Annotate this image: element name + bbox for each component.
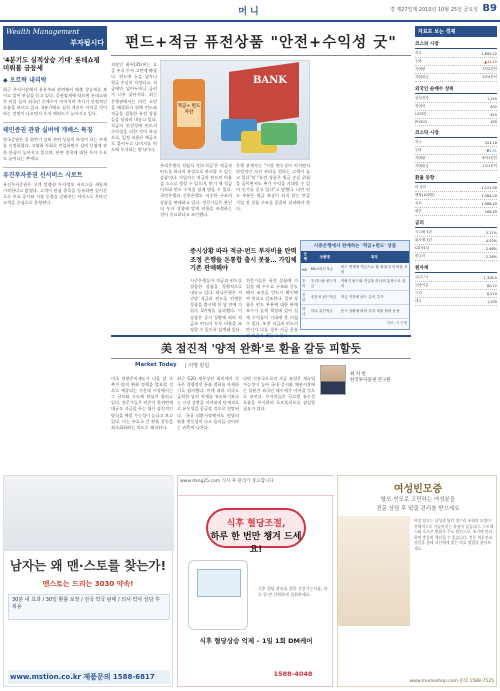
banner-en: Wealth Management bbox=[6, 28, 80, 36]
bank-building-shape bbox=[229, 62, 299, 127]
us-col-1: 미국 연방준비제도가 다음 달 초 추가 양적 완화 정책을 발표할 것으로 예상되는 가운데 시장에서는 그 규모와 속도에 관심이 쏠리고 있다. 전문가들은 연준이 한꺼번에 대규모 자금을 푸는 대신 점진적인 방식을 택할 가능성이 높다고 보고 있다. 이는 주요국 간 환율 갈등을 최소화하려는 의도로 해석된다. bbox=[111, 376, 173, 430]
us-col-3: 다만 신흥국으로의 자금 유입은 계속될 가능성이 높아 국내 증시와 채권시장에는 당분간 외국인 매수세가 이어질 것으로 보인다. 투자자들은 글로벌 유동성 흐름을 주시하며 포트폴리오를 점검할 필요가 있다. bbox=[243, 376, 315, 412]
metric-label: LG화학 bbox=[415, 111, 462, 119]
market-table bbox=[415, 274, 497, 306]
table-cell: 신한 S 펀드적금 bbox=[310, 291, 340, 305]
ad-info-box: 30분 내 효과 / 30일 환불 보장 / 전국 약국 판매 / 의사·약사 상담 후 복용 bbox=[8, 594, 170, 620]
table-cell: 우리드림 펀드적금 bbox=[310, 277, 340, 291]
table-cell: 우리 bbox=[301, 277, 310, 291]
metric-label: 등락 bbox=[415, 147, 454, 155]
metric-label: 미 달러 bbox=[415, 184, 461, 192]
table-source: 자료: 각 은행 bbox=[386, 321, 407, 325]
table-cell: 증시 상황에 따라 투자 비율 탄력 운용 bbox=[340, 305, 409, 319]
ad-title: 여성빈모증 bbox=[393, 484, 443, 495]
ad-promo-text: 식후 혈당 관리를 위한 건강기능식품, 하루 한 번 간편하게 섭취하세요. bbox=[258, 586, 328, 597]
ad-body-text: 여성 탈모는 남성과 달리 정수리 부위의 모발이 전체적으로 가늘어지는 특징이 있습니다. 스트레스와 호르몬 변화가 주요 원인으로, 조기에 관리하면 충분히 개선될 수 있습니다. 전문 의료진과 상담을 통해 자신에게 맞는 치료 방법을 찾아보세요. bbox=[414, 518, 494, 551]
ad-phone[interactable]: 1588-4048 bbox=[273, 670, 313, 678]
market-table bbox=[415, 95, 497, 126]
metric-value: 4.02% bbox=[464, 237, 497, 245]
metric-value: 1,205 bbox=[456, 298, 497, 306]
metric-value: 1,890.22 bbox=[453, 50, 497, 58]
table-header: 상품명 bbox=[310, 251, 340, 263]
columnist-title: 한국투자증권 연구원 bbox=[350, 378, 391, 384]
metric-label: 국고채 3년 bbox=[415, 229, 464, 237]
left-text-1: 최근 주식시장에서 유통주와 관련해서 매출 상승세를 보이고 있어 관심을 끌고 있다. 증권업계에 따르면 롯데쇼핑은 이달 들어 외국인 순매수가 이어지며 주가가 안정적인 흐름을 보이고 있다. 4분기에도 실적 개선이 이어질 것이라는 전망이 나오면서 투자 매력도가 높아지고 있다. bbox=[3, 86, 107, 117]
market-block bbox=[415, 130, 497, 171]
ad-subtitle-2: 전문 상담 후 맞춤 관리를 받으세요 bbox=[376, 506, 460, 512]
left-text-3: 유진투자증권은 고객 맞춤형 투자정보 서비스를 새롭게 시작한다고 밝혔다. 고객이 관심 종목을 등록하면 실시간으로 주요 공시와 시장 동향을 알려주는 서비스로 온라인 고객을 중심으로 운영된다. bbox=[3, 181, 107, 205]
metric-value: 3억2천만 bbox=[453, 66, 497, 74]
table-header: 은행 bbox=[301, 251, 310, 263]
metric-label: 유로 bbox=[415, 200, 461, 208]
main-headline: 펀드+적금 퓨전상품 "안전+수익성 굿" bbox=[125, 34, 397, 51]
ad-subtitle-1: 탈모·빈모로 고민하는 여성분들 bbox=[380, 497, 456, 503]
table-row bbox=[301, 277, 409, 291]
table-header: 특징 bbox=[340, 251, 409, 263]
ad-blood-sugar[interactable] bbox=[177, 475, 333, 687]
table-title: 시중은행에서 판매하는 '적금+펀드' 상품 bbox=[301, 241, 409, 251]
market-data-header: 자료로 보는 경제 bbox=[415, 26, 497, 37]
metric-label: 회사채 3년 bbox=[415, 237, 464, 245]
metric-label: 구리 bbox=[415, 290, 456, 298]
metric-value: 1,245 bbox=[462, 95, 497, 103]
ad-hair-clinic[interactable] bbox=[337, 475, 497, 687]
bank-sign: BANK bbox=[252, 75, 287, 86]
issue-meta: 경 제27일제 2010년 10월 25일 금요일 bbox=[389, 7, 478, 13]
metric-value: 168.55 bbox=[461, 208, 497, 216]
metric-value: 1,121.50 bbox=[461, 184, 497, 192]
divider bbox=[3, 167, 107, 168]
metric-value: 2.66% bbox=[464, 245, 497, 253]
ad-subtagline: 맨스토는 드리는 3030 약속! bbox=[42, 580, 134, 588]
table-row bbox=[301, 305, 409, 319]
metric-label: 엔화(100엔) bbox=[415, 192, 461, 200]
metric-value: 2.26% bbox=[464, 253, 497, 261]
table-cell: KB bbox=[301, 263, 310, 277]
article-col-2: 우리은행의 적립식 '펀드적금'은 적금과 펀드를 하나의 통장으로 관리할 수 있는 상품이다. 가입자는 적금과 펀드의 비율을 스스로 정할 수 있으며, 만기 때 적금 이자와 펀드 수익을 함께 받을 수 있다. 국민은행과 신한은행도 비슷한 구조의 상품을 판매하고 있다. 전문가들은 본인의 투자 성향에 맞게 비율을 조정하는 것이 중요하다고 조언했다. bbox=[160, 163, 232, 217]
table-cell: KB스마트적금 bbox=[310, 263, 340, 277]
article-col-5: 전문가들은 퓨전 상품에 가입할 때 수수료 구조와 중도 해지 조건을 반드시 확인해야 한다고 강조한다. 일부 상품은 펀드 부분에 대한 판매 보수가 높게 책정돼 있어 실제 수익률이 기대에 못 미칠 수 있다. 또한 적금과 펀드의 만기가 다를 경우 자금 운용에 차질이 생길 수 있다. bbox=[246, 278, 298, 338]
market-table bbox=[415, 50, 497, 82]
article-col-1: 직장인 최씨(35)씨는 요즘 주식 투자 고민에 빠졌다. 펀드에 돈을 넣자니 원금 손실이 걱정되고, 적금에만 넣어두자니 금리가 너무 낮아서다. 최근 은행권에서는 이런 고민을 해결하기 위해 펀드와 적금을 결합한 퓨전 상품들을 잇따라 내놓고 있다. 적금의 안정성에 펀드의 수익성을 더한 것이 특징으로, 일정 비율은 예금으로 묶어두고 나머지를 펀드에 투자하는 방식이다. bbox=[111, 62, 157, 153]
column-label: | 서명 칼럼 bbox=[185, 363, 210, 369]
market-block-title: 원자재 bbox=[415, 265, 497, 273]
market-today-tag: Market Today bbox=[135, 362, 177, 368]
ad-top-text: www.dang25.com 식사 후 관리가 중요합니다 bbox=[178, 476, 334, 496]
banner-ko: 부자됩시다 bbox=[70, 39, 104, 47]
metric-value: 524.18 bbox=[454, 139, 497, 147]
metric-value: 3.21% bbox=[464, 229, 497, 237]
ad-tagline: 남자는 왜 맨·스토를 찾는가! bbox=[9, 558, 167, 573]
table-cell: 하나 퓨전적금 bbox=[310, 305, 340, 319]
metric-label: 등락 bbox=[415, 58, 453, 66]
metric-value: 5조4천억 bbox=[453, 74, 497, 82]
table-cell: 펀드 연계형 적금으로 월 최대 투자 비율 조정 bbox=[340, 263, 409, 277]
ad-footer-contact[interactable]: www.mumoshop.com 문의 1588-7525 bbox=[409, 679, 494, 684]
columnist-caption bbox=[350, 372, 391, 385]
glucose-device-icon bbox=[188, 560, 248, 630]
table-cell: 신한 bbox=[301, 291, 310, 305]
device-screen bbox=[197, 569, 241, 597]
metric-value: 455 bbox=[462, 119, 497, 126]
market-block bbox=[415, 265, 497, 306]
left-text-2: 한국증권은 올 하반기 실버 관련 상품의 특징이 되는 주제를 선정하였다. 고령화 사회로 진입하면서 실버 산업에 관한 관심이 높아지고 있으며, 관련 종목에 대한 투자 수요도 늘어나는 추세다. bbox=[3, 137, 107, 161]
market-block-title: 금리 bbox=[415, 220, 497, 228]
section-title: 머니 bbox=[238, 7, 262, 17]
market-block bbox=[415, 41, 497, 82]
metric-label: POSCO bbox=[415, 119, 462, 126]
metric-value: ▼2.31 bbox=[454, 147, 497, 155]
table-row bbox=[301, 263, 409, 277]
section-divider bbox=[111, 335, 411, 337]
metric-label: 거래량 bbox=[415, 155, 454, 163]
metric-label: 삼성전자 bbox=[415, 95, 462, 103]
metric-label: 거래대금 bbox=[415, 163, 454, 171]
jar-label: 적금+ 펀드 자산 bbox=[177, 101, 201, 127]
metric-label: 거래량 bbox=[415, 66, 453, 74]
wealth-management-banner bbox=[3, 26, 107, 50]
left-subhead-2: 태민증권 관광 실버에 개배스 특징 bbox=[3, 127, 93, 135]
table-cell: 하나 bbox=[301, 305, 310, 319]
metric-label: 대두 bbox=[415, 298, 456, 306]
divider bbox=[3, 122, 107, 123]
market-table bbox=[415, 184, 497, 216]
metric-value: 2조1천억 bbox=[454, 163, 497, 171]
metric-label: 거래대금 bbox=[415, 74, 453, 82]
page-number: B9 bbox=[482, 3, 497, 14]
ad-photo-couple bbox=[4, 476, 174, 551]
left-column bbox=[3, 26, 107, 426]
article-illustration bbox=[160, 60, 310, 160]
columnist-photo bbox=[320, 365, 346, 395]
metric-value: 610 bbox=[462, 111, 497, 119]
ad-headline: 식후 혈당상승 억제 – 1일 1회 DM케어 bbox=[199, 637, 313, 645]
products-table-box bbox=[300, 240, 410, 330]
divider bbox=[111, 358, 411, 359]
metric-label: 콜금리 bbox=[415, 253, 464, 261]
left-headline: '4분기도 실적상승 기대' 롯데쇼핑 미뤄볼 금등세 bbox=[3, 56, 100, 73]
left-subhead-3: 유진투자증권 신서비스 시로트 bbox=[3, 171, 83, 179]
metric-label: 현대차 bbox=[415, 103, 462, 111]
market-block bbox=[415, 86, 497, 126]
ad-mensto[interactable] bbox=[3, 475, 173, 687]
bubble-line-2: 하루 한 번만 챙겨 드세요! bbox=[210, 532, 302, 555]
market-block-title: 환율 동향 bbox=[415, 175, 497, 183]
metric-value: 1,568.40 bbox=[461, 200, 497, 208]
metric-label: 지수 bbox=[415, 50, 453, 58]
ad-model-photo bbox=[338, 516, 410, 626]
metric-label: CD 91일 bbox=[415, 245, 464, 253]
metric-label: 위안 bbox=[415, 208, 461, 216]
article-subheadline: 증시상황 따라 적금·펀드 투자비율 탄력 조정 은행들 돈통합 출시 봇물… 가입체 기존 판매해야 bbox=[190, 248, 297, 273]
market-block-title: 코스피 시장 bbox=[415, 41, 497, 49]
table-cell: 적금 이자에 펀드 수익 추가 bbox=[340, 291, 409, 305]
metric-label: 지수 bbox=[415, 139, 454, 147]
us-col-2: 최근 G20 재무장관 회의에서 각국은 경쟁적인 통화 절하를 자제하기로 합의했다. 이에 따라 미국도 급격한 달러 약세를 유도하기보다는 시장 상황을 지켜보며 단계적으로 유동성을 공급할 것으로 전망된다. 국내 외환시장에서도 원달러 환율 변동성이 다소 줄어들 것이라는 관측이 나온다. bbox=[177, 376, 239, 430]
market-block bbox=[415, 220, 497, 261]
card-icon bbox=[261, 123, 297, 145]
ad-bubble bbox=[206, 508, 306, 555]
table-row bbox=[301, 291, 409, 305]
products-table bbox=[301, 251, 409, 319]
metric-value: ▲12.45 bbox=[453, 58, 497, 66]
metric-value: 6억1천만 bbox=[454, 155, 497, 163]
table-cell: 적립식 펀드와 적금을 하나의 통장으로 관리 bbox=[340, 277, 409, 291]
metric-value: 1,328.5 bbox=[456, 274, 497, 282]
metric-label: 금(온스) bbox=[415, 274, 456, 282]
us-headline: 美 점진적 '양적 완화'로 환율 갈등 피할듯 bbox=[160, 342, 362, 355]
main-title-box bbox=[111, 26, 411, 56]
market-table bbox=[415, 229, 497, 261]
market-block-title: 외국인 순매수 상위 bbox=[415, 86, 497, 94]
metric-label: 두바이유 bbox=[415, 282, 456, 290]
columnist-name: 최 치 헌 bbox=[350, 372, 366, 377]
bubble-line-1: 식후 혈당조절, bbox=[226, 519, 286, 529]
ad-contact[interactable]: www.mstion.co.kr 제품문의 1588-6817 bbox=[8, 670, 170, 684]
metric-value: 1,384.20 bbox=[461, 192, 497, 200]
left-subhead-1: ◆ 오르락 내리락 bbox=[3, 76, 47, 84]
market-block-title: 코스닥 시장 bbox=[415, 130, 497, 138]
metric-value: 80.12 bbox=[456, 282, 497, 290]
market-block bbox=[415, 175, 497, 216]
metric-value: 8,210 bbox=[456, 290, 497, 298]
metric-value: 832 bbox=[462, 103, 497, 111]
article-col-4: 시중은행들이 적금과 펀드를 결합한 상품을 경쟁적으로 내놓고 있다. 하나은행은 지난달 적금과 펀드를 연계한 상품을 출시해 한 달 만에 가입자 1만명을 돌파했다. 이 상품은 증시 상황에 따라 적금과 펀드의 투자 비율을 조정할 수 있도록 설계돼 있다. bbox=[190, 278, 242, 332]
market-table bbox=[415, 139, 497, 171]
article-col-3: 은행 관계자는 "시장 변동성이 커지면서 안정적인 자산 관리를 원하는 고객이 늘고 있다"며 "퓨전 상품은 원금 손실 위험을 줄이면서도 추가 수익을 기대할 수 있어 인기를 끌고 있다"고 말했다. 다만 펀드 부분은 원금 보장이 되지 않는 만큼 가입 전 상품 구조를 꼼꼼히 살펴봐야 한다. bbox=[236, 163, 310, 211]
page-header bbox=[0, 0, 500, 22]
